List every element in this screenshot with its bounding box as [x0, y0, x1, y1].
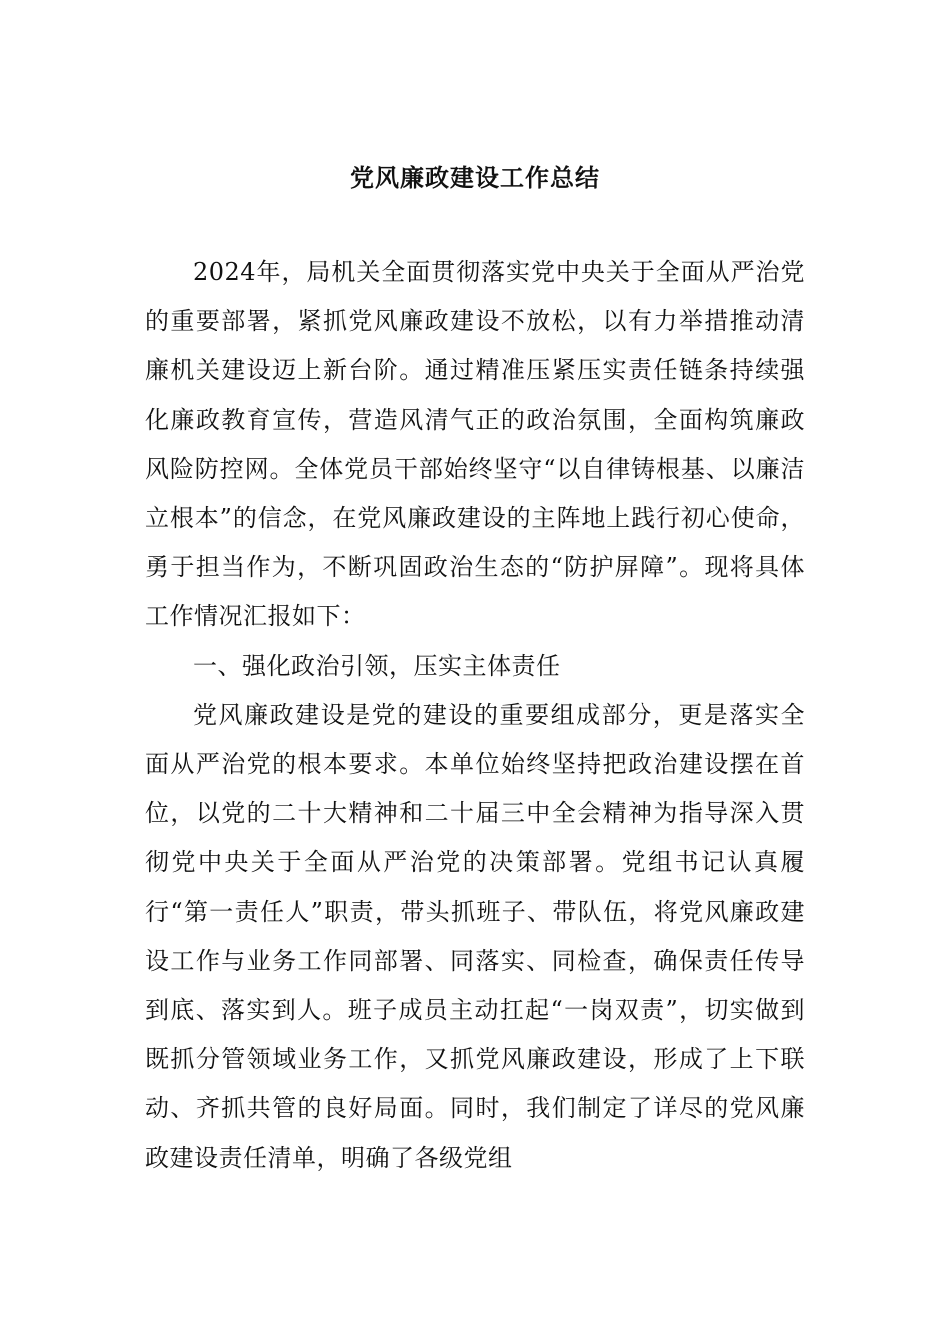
intro-paragraph: 2024年，局机关全面贯彻落实党中央关于全面从严治党的重要部署，紧抓党风廉政建设不放松，以有力举措推动清廉机关建设迈上新台阶。通过精准压紧压实责任链条持续强化廉政教育宣传，营造风清气正的政治氛围，全面构筑廉政风险防控网。全体党员干部始终坚守“以自律铸根基、以廉洁立根本”的信念，在党风廉政建设的主阵地上践行初心使命，勇于担当作为，不断巩固政治生态的“防护屏障”。现将具体工作情况汇报如下： [145, 258, 805, 631]
section-heading: 一、强化政治引领，压实主体责任 [193, 651, 561, 680]
document-body [145, 248, 805, 1183]
section-paragraph: 党风廉政建设是党的建设的重要组成部分，更是落实全面从严治党的根本要求。本单位始终坚持把政治建设摆在首位，以党的二十大精神和二十届三中全会精神为指导深入贯彻党中央关于全面从严治党的决策部署。党组书记认真履行“第一责任人”职责，带头抓班子、带队伍，将党风廉政建设工作与业务工作同部署、同落实、同检查，确保责任传导到底、落实到人。班子成员主动扛起“一岗双责”，切实做到既抓分管领域业务工作，又抓党风廉政建设，形成了上下联动、齐抓共管的良好局面。同时，我们制定了详尽的党风廉政建设责任清单，明确了各级党组 [145, 700, 805, 1172]
document-title: 党风廉政建设工作总结 [350, 163, 600, 192]
